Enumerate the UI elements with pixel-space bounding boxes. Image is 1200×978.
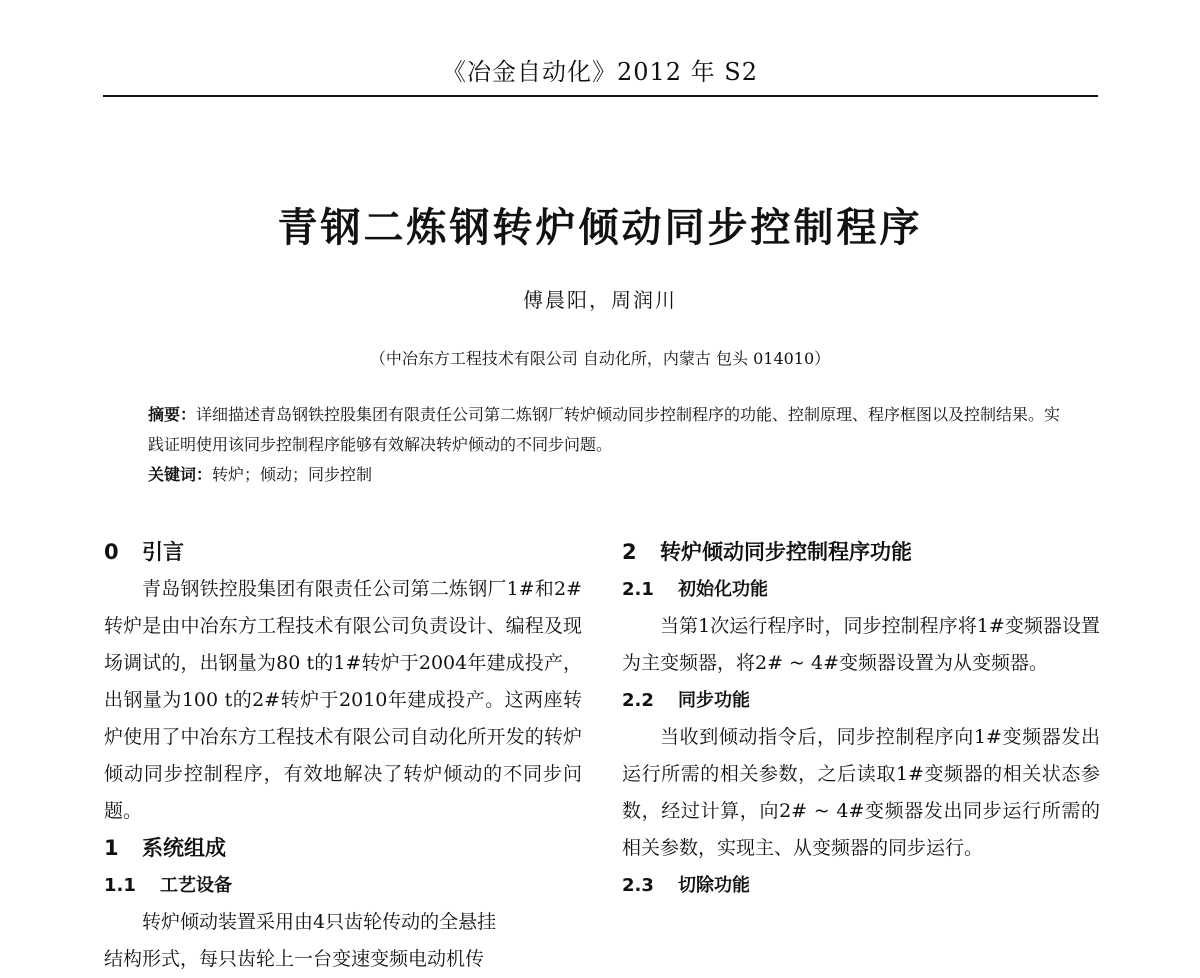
authors: 傅晨阳，周润川: [523, 288, 677, 312]
subsection-heading: [622, 571, 1100, 608]
section-number: 1: [104, 836, 119, 860]
subsection-number: 1.1: [104, 875, 136, 896]
paragraph: 当第1次运行程序时，同步控制程序将1#变频器设置为主变频器，将2# ~ 4#变频器设置为从变频器。: [622, 615, 1100, 674]
journal-header: 《冶金自动化》2012 年 S2: [441, 58, 759, 86]
keywords-text: 转炉；倾动；同步控制: [212, 465, 373, 484]
paragraph: 青岛钢铁控股集团有限责任公司第二炼钢厂1#和2#转炉是由中冶东方工程技术有限公司负责设计、编程及现场调试的，出钢量为80 t的1#转炉于2004年建成投产，出钢量为100 t的2#转炉于2010年建成投产。这两座转炉使用了中冶东方工程技术有限公司自动化所开发的转炉倾动同步控制程序，有效地解决了转炉倾动的不同步问题。: [104, 578, 582, 822]
subsection-number: 2.1: [622, 579, 654, 600]
abstract: [148, 400, 1068, 460]
abstract-label: 摘要：: [148, 405, 197, 424]
subsection-number: 2.2: [622, 690, 654, 711]
abstract-block: [148, 400, 1068, 490]
section-number: 0: [104, 540, 119, 564]
keywords: [148, 460, 1068, 490]
paper-title: 青钢二炼钢转炉倾动同步控制程序: [277, 205, 923, 251]
affiliation: （中冶东方工程技术有限公司 自动化所，内蒙古 包头 014010）: [369, 349, 831, 368]
subsection-title: 工艺设备: [160, 875, 232, 896]
subsection-title: 切除功能: [678, 875, 750, 896]
section-heading: [622, 534, 1100, 571]
subsection-title: 同步功能: [678, 690, 750, 711]
section-title: 转炉倾动同步控制程序功能: [660, 540, 912, 564]
subsection-heading: [104, 867, 582, 904]
paragraph: 当收到倾动指令后，同步控制程序向1#变频器发出运行所需的相关参数，之后读取1#变频器的相关状态参数，经过计算，向2# ~ 4#变频器发出同步运行所需的相关参数，实现主、从变频器的同步运行。: [622, 726, 1100, 859]
subsection-heading: [622, 867, 1100, 904]
header-rule: [103, 95, 1098, 97]
paragraph: 转炉倾动装置采用由4只齿轮传动的全悬挂: [142, 911, 497, 933]
subsection-number: 2.3: [622, 875, 654, 896]
subsection-heading: [622, 682, 1100, 719]
paragraph-cut: 结构形式，每只齿轮上一台变速变频电动机传: [104, 948, 485, 970]
left-column: [104, 534, 582, 978]
section-heading: [104, 534, 582, 571]
right-column: [622, 534, 1100, 904]
subsection-title: 初始化功能: [678, 579, 768, 600]
section-number: 2: [622, 540, 637, 564]
section-heading: [104, 830, 582, 867]
keywords-label: 关键词：: [148, 465, 213, 484]
section-title: 引言: [142, 540, 184, 564]
abstract-text: 详细描述青岛钢铁控股集团有限责任公司第二炼钢厂转炉倾动同步控制程序的功能、控制原理、程序框图以及控制结果。实践证明使用该同步控制程序能够有效解决转炉倾动的不同步问题。: [148, 405, 1061, 454]
section-title: 系统组成: [142, 836, 226, 860]
